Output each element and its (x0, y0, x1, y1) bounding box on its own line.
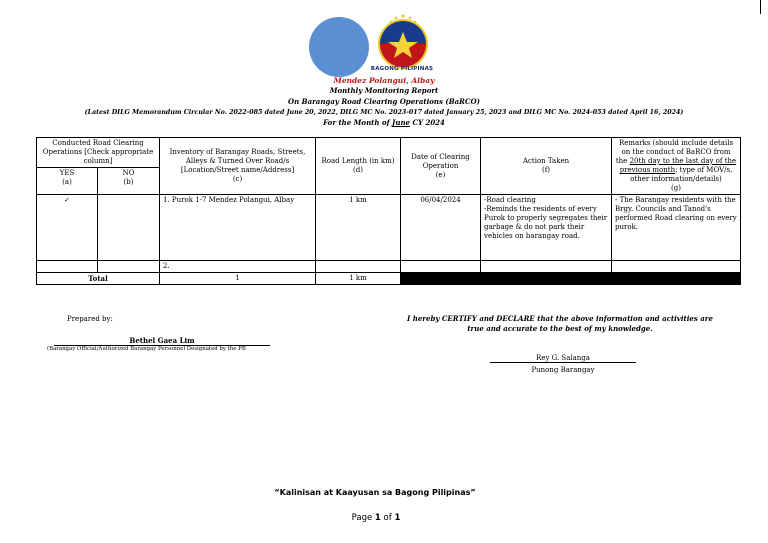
cell-action (481, 261, 612, 273)
table-row (37, 261, 741, 273)
header-remarks-b: 20th day to the last day of the previous month (619, 157, 737, 174)
cell-action (481, 195, 612, 261)
cell-action-line-1: -Road clearing (484, 196, 536, 204)
cell-action-line-2: -Reminds the residents of every Purok to properly segregates their garbage & do not park their vehicles on barangay road. (484, 205, 608, 240)
header-remarks (612, 138, 741, 195)
page-number (0, 513, 752, 523)
header-remarks-a: Remarks (should include details on the conduct of BaRCO from the (615, 139, 734, 165)
header-inventory-label: Inventory of Barangay Roads, Streets, Alleys & Turned Over Road/s [Location/Street name/Address] (169, 148, 306, 174)
seal-caption: BAGONG PILIPINAS (370, 66, 434, 72)
cell-inventory: 2. (160, 261, 316, 273)
header-inventory (160, 138, 316, 195)
cell-no (98, 261, 160, 273)
month-suffix: CY 2024 (412, 118, 445, 127)
page-of: of (383, 513, 392, 523)
total-label: Total (37, 273, 160, 285)
page-word: Page (351, 513, 373, 523)
bagong-pilipinas-seal-icon (372, 10, 434, 72)
header-date-letter: (e) (435, 170, 446, 179)
cell-length (316, 261, 401, 273)
header-yes (37, 168, 98, 195)
preparer-name: Bethel Gaea Lim (54, 336, 270, 346)
header-action-letter: (f) (541, 166, 551, 174)
header-no (98, 168, 160, 195)
report-title: Monthly Monitoring Report (329, 86, 439, 95)
header-remarks-letter: (g) (671, 184, 681, 192)
header-date (401, 138, 481, 195)
cell-yes-checkmark: ✓ (37, 195, 98, 261)
memorandum-references: (Latest DILG Memorandum Circular No. 2022-085 dated June 20, 2022, DILG MC No. 2023-017 dated January 25, 2023 and DILG MC No. 2024-053 dated April 16, 2024) (84, 109, 684, 116)
municipality-name: Mendez Polangui, Albay (333, 76, 435, 85)
header-length-label: Road Length (in km) (321, 157, 395, 165)
punong-barangay-name: Rey G. Salanga (490, 354, 636, 363)
page-total: 1 (394, 513, 401, 523)
header-yes-letter: (a) (62, 178, 72, 186)
certification-statement: I hereby CERTIFY and DECLARE that the above information and activities are true and accurate to the best of my knowledge. (407, 314, 713, 333)
table-header-row (37, 138, 741, 168)
preparer-role: (Barangay Official/Authorized Barangay Personnel Designated by the PB (47, 346, 246, 352)
cell-inventory: 1. Purok 1-7 Mendez Polangui, Albay (160, 195, 316, 261)
month-prefix: For the Month of (323, 118, 390, 127)
header-date-label: Date of Clearing Operation (411, 152, 470, 170)
header-length-letter: (d) (353, 166, 363, 174)
cell-date (401, 261, 481, 273)
month-value: June (392, 118, 410, 127)
total-blackout (401, 273, 741, 285)
report-subtitle: On Barangay Road Clearing Operations (BaRCO) (288, 97, 480, 106)
municipal-logo (309, 17, 369, 77)
cell-yes (37, 261, 98, 273)
header-action-label: Action Taken (522, 157, 570, 165)
page-edge-marker (760, 0, 761, 14)
table-total-row (37, 273, 741, 285)
cell-remarks (612, 261, 741, 273)
header-inventory-letter: (c) (232, 175, 243, 183)
page-current: 1 (374, 513, 381, 523)
cell-length: 1 km (316, 195, 401, 261)
table-row (37, 195, 741, 261)
barco-table (36, 137, 741, 285)
header-remarks-c: ; type of MOV/s, other information/details) (630, 166, 733, 183)
punong-barangay-role: Punong Barangay (531, 366, 595, 374)
header-no-letter: (b) (123, 178, 134, 186)
total-count: 1 (160, 273, 316, 285)
cell-remarks: - The Barangay residents with the Brgy. Councils and Tanod's performed Road clearing on every purok. (612, 195, 741, 261)
total-length: 1 km (316, 273, 401, 285)
cell-date: 06/04/2024 (401, 195, 481, 261)
header-action (481, 138, 612, 195)
report-month (0, 118, 768, 127)
header-no-label: NO (122, 169, 135, 177)
prepared-by-label: Prepared by: (67, 315, 113, 323)
cell-no (98, 195, 160, 261)
header-conducted: Conducted Road Clearing Operations [Check appropriate column] (37, 138, 160, 168)
header-length (316, 138, 401, 195)
header-yes-label: YES (59, 169, 75, 177)
tagline: “Kalinisan at Kaayusan sa Bagong Pilipinas” (274, 488, 476, 497)
